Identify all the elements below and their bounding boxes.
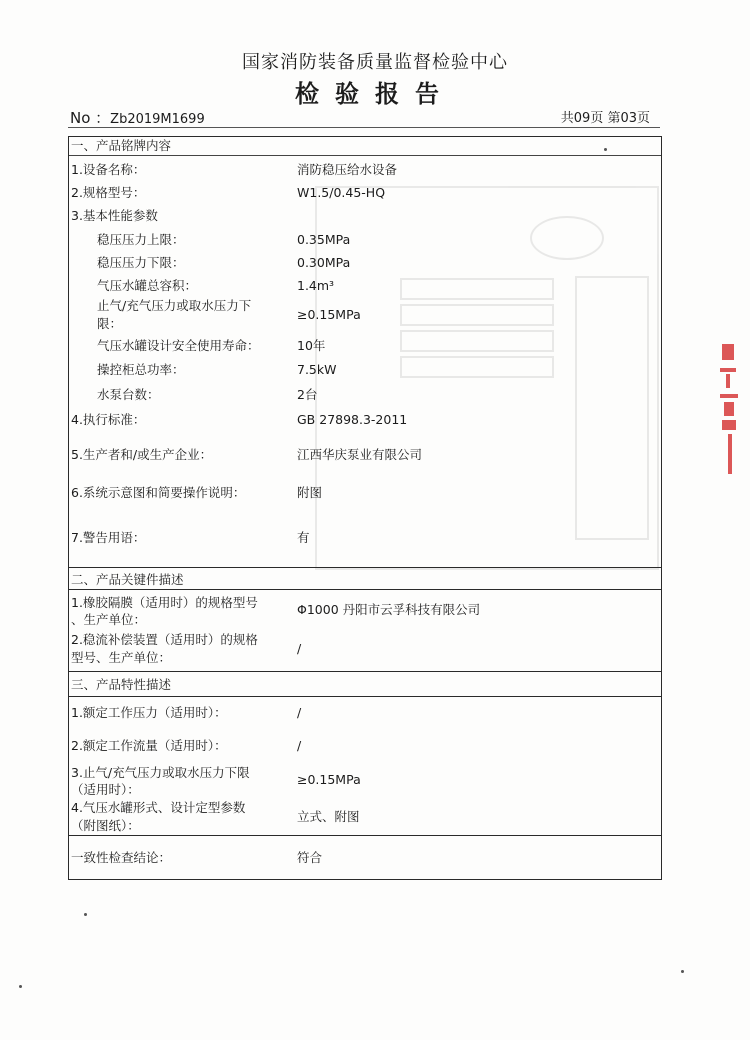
row-value: 7.5kW [297,362,337,377]
row-value: / [297,738,302,753]
row-value: 10年 [297,338,326,353]
row-label: 止气/充气压力或取水压力下 [97,298,252,313]
section-title: 一、产品铭牌内容 [71,138,172,153]
row-value: Φ1000 丹阳市云孚科技有限公司 [297,602,481,617]
row-label: 2.规格型号： [71,185,146,200]
report-title: 检验报告 [295,80,455,108]
row-label: 3.止气/充气压力或取水压力下限 [71,765,250,780]
row-label: 操控柜总功率： [97,362,185,377]
row-label: 2.额定工作流量（适用时）： [71,738,227,753]
section-divider [69,696,661,697]
section-divider [69,567,661,568]
report-number [70,107,205,128]
row-label: 4.执行标准： [71,412,146,427]
row-value: ≥0.15MPa [297,307,361,322]
conclusion-value: 符合 [297,850,323,865]
row-value: 有 [297,530,310,545]
row-label: 1.橡胶隔膜（适用时）的规格型号 [71,595,258,610]
row-label: 2.稳流补偿装置（适用时）的规格 [71,632,258,647]
row-value: ≥0.15MPa [297,772,361,787]
section-divider [69,589,661,590]
row-label: 1.设备名称： [71,162,146,177]
row-value: GB 27898.3-2011 [297,412,408,427]
row-value: 附图 [297,485,323,500]
issuing-organization: 国家消防装备质量监督检验中心 [242,52,508,73]
row-value: 1.4m³ [297,278,335,293]
section-title: 三、产品特性描述 [71,677,172,692]
row-label: 气压水罐设计安全使用寿命： [97,338,260,353]
row-value: W1.5/0.45-HQ [297,185,386,200]
page-count: 共09页 第03页 [560,111,650,126]
row-value: 2台 [297,387,318,402]
row-label: 4.气压水罐形式、设计定型参数 [71,800,246,815]
row-label: 、生产单位： [71,612,147,627]
conclusion-label: 一致性检查结论： [71,850,172,865]
row-label: 水泵台数： [97,387,160,402]
row-label: 型号、生产单位： [71,650,172,665]
row-value: 立式、附图 [297,809,360,824]
row-label: 5.生产者和/或生产企业： [71,447,213,462]
row-label: 3.基本性能参数 [71,208,158,223]
row-value: / [297,641,302,656]
scan-speck [84,913,87,916]
row-label: 7.警告用语： [71,530,146,545]
row-label: 气压水罐总容积： [97,278,198,293]
scan-speck [681,970,684,973]
scan-speck [604,148,607,151]
row-value: 消防稳压给水设备 [297,162,398,177]
row-value: 江西华庆泵业有限公司 [297,447,423,462]
row-label: 限： [97,316,123,331]
row-value: / [297,705,302,720]
section-header [69,137,661,156]
row-label: 6.系统示意图和简要操作说明： [71,485,246,500]
section-divider [69,671,661,672]
section-divider [69,835,661,836]
report-table [68,136,662,880]
row-value: 0.30MPa [297,255,351,270]
row-label: 稳压压力下限： [97,255,185,270]
scan-speck [19,985,22,988]
report-number-value: Zb2019M1699 [110,112,205,127]
header-rule [68,127,660,128]
section-title: 二、产品关键件描述 [71,572,184,587]
row-label: （适用时）： [71,782,140,797]
report-number-label: No ： [70,109,111,127]
row-label: 稳压压力上限： [97,232,185,247]
row-value: 0.35MPa [297,232,351,247]
row-label: （附图纸）： [71,818,140,833]
row-label: 1.额定工作压力（适用时）： [71,705,227,720]
